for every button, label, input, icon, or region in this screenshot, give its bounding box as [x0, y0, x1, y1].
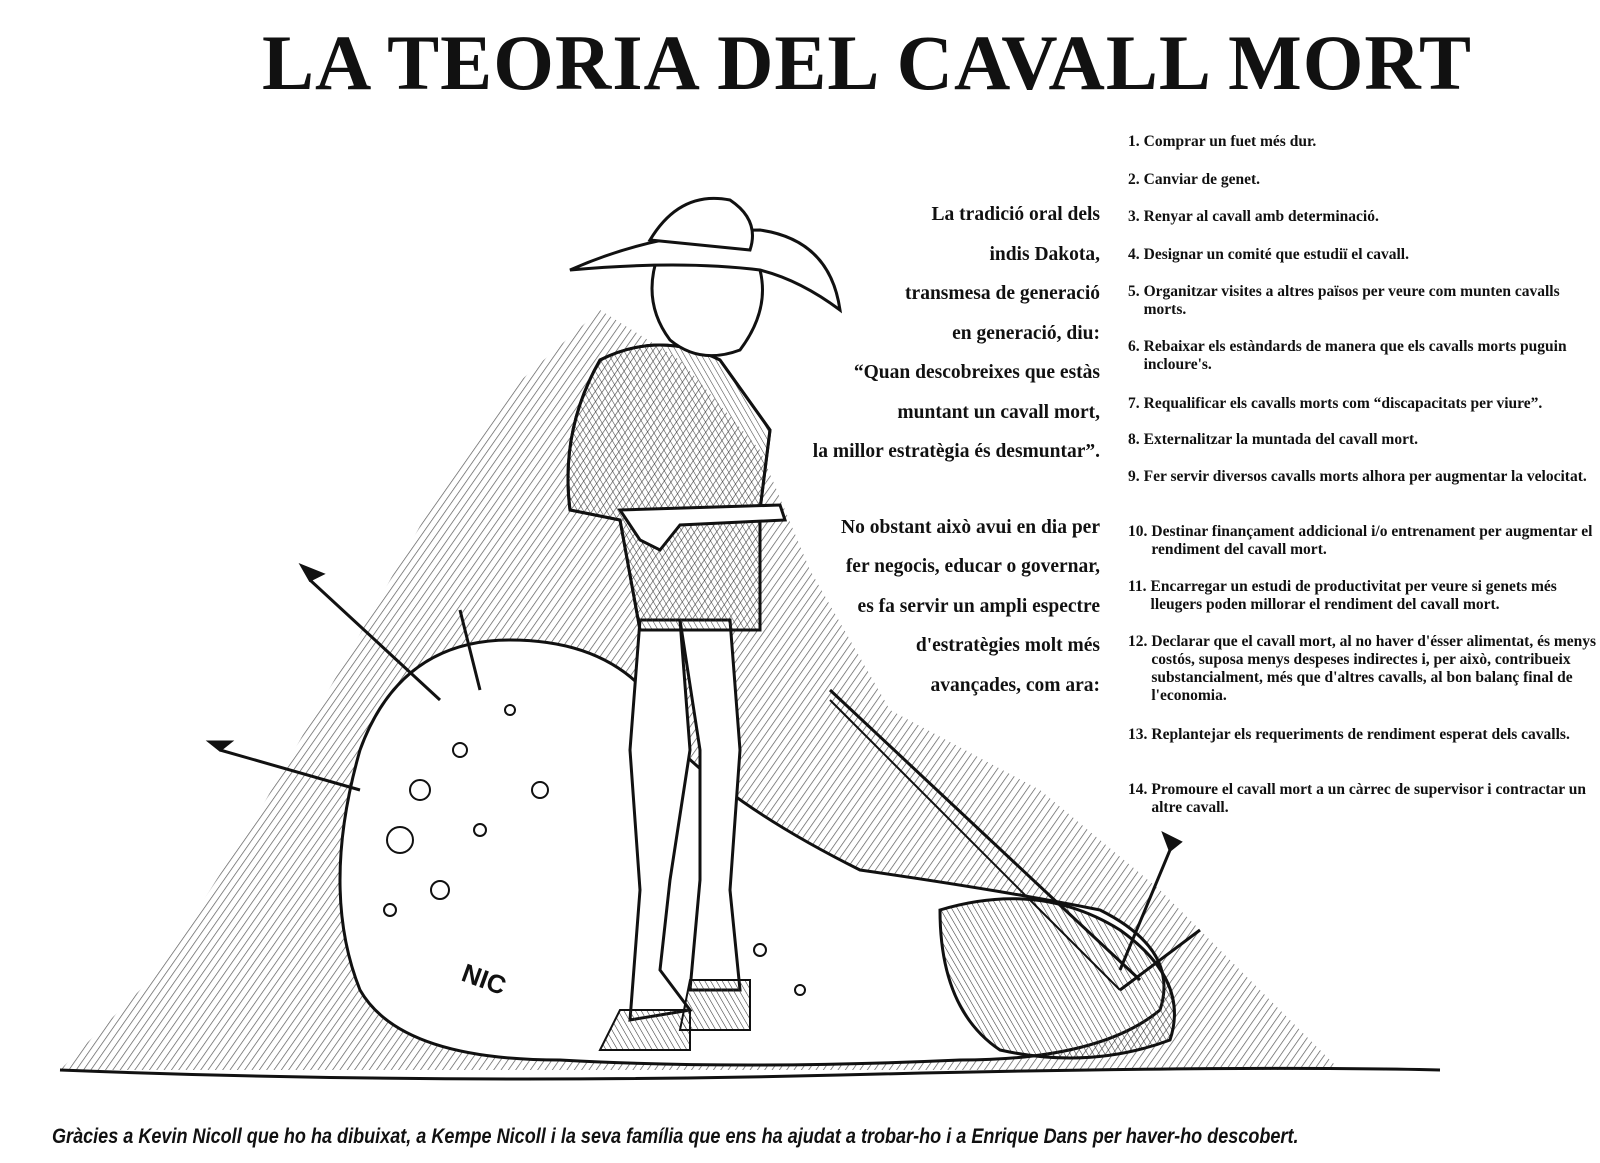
- list-item-text: Rebaixar els estàndards de manera que els cavalls morts puguin incloure's.: [1143, 338, 1567, 373]
- intro-line: “Quan descobreixes que estàs: [853, 362, 1100, 383]
- list-item-number: 9.: [1128, 468, 1140, 485]
- list-item: [1128, 781, 1598, 817]
- list-item-text: Encarregar un estudi de productivitat per veure si genets més lleugers poden millorar el rendiment del cavall mort.: [1150, 578, 1557, 613]
- list-item: [1128, 523, 1598, 559]
- intro-line: muntant un cavall mort,: [897, 401, 1100, 423]
- list-item-text: Destinar finançament addicional i/o entrenament per augmentar el rendiment del cavall mort.: [1151, 523, 1593, 558]
- page-title: LA TEORIA DEL CAVALL MORT: [262, 19, 1473, 106]
- list-item-number: 10.: [1128, 523, 1148, 540]
- list-item-text: Replantejar els requeriments de rendiment esperat dels cavalls.: [1151, 726, 1570, 743]
- credits-footer: Gràcies a Kevin Nicoll que ho ha dibuixat, a Kempe Nicoll i la seva família que ens ha ajudat a trobar-ho i a Enrique Dans per haver-ho descobert.: [52, 1125, 1299, 1148]
- list-item-text: Externalitzar la muntada del cavall mort.: [1143, 431, 1419, 448]
- list-item: [1128, 338, 1598, 374]
- list-item-text: Fer servir diversos cavalls morts alhora per augmentar la velocitat.: [1143, 468, 1587, 485]
- list-item-text: Renyar al cavall amb determinació.: [1143, 208, 1379, 225]
- list-item: [1128, 726, 1598, 744]
- intro-line: No obstant això avui en dia per: [841, 516, 1100, 538]
- list-item-number: 12.: [1128, 633, 1148, 650]
- intro-line: fer negocis, educar o governar,: [845, 556, 1100, 577]
- list-item-number: 4.: [1128, 246, 1140, 263]
- list-item-text: Promoure el cavall mort a un càrrec de supervisor i contractar un altre cavall.: [1151, 781, 1587, 816]
- list-item-number: 14.: [1128, 781, 1148, 798]
- list-item: [1128, 171, 1598, 189]
- list-item-text: Canviar de genet.: [1143, 171, 1261, 188]
- list-item-text: Organitzar visites a altres països per veure com munten cavalls morts.: [1143, 283, 1560, 318]
- list-item-number: 13.: [1128, 726, 1148, 743]
- list-item: [1128, 468, 1598, 486]
- intro-line: indis Dakota,: [989, 243, 1100, 265]
- list-item-number: 8.: [1128, 431, 1140, 448]
- intro-line: transmesa de generació: [905, 283, 1100, 304]
- list-item-number: 6.: [1128, 338, 1140, 355]
- intro-line: La tradició oral dels: [931, 204, 1100, 225]
- intro-line: d'estratègies molt més: [915, 635, 1100, 656]
- list-item: [1128, 246, 1598, 264]
- list-item: [1128, 283, 1598, 319]
- list-item-number: 5.: [1128, 283, 1140, 300]
- list-item-number: 1.: [1128, 133, 1140, 150]
- artist-signature: NIC: [457, 957, 511, 1001]
- list-item-text: Designar un comité que estudiï el cavall.: [1143, 246, 1409, 263]
- list-item-number: 3.: [1128, 208, 1140, 225]
- list-item: [1128, 633, 1598, 705]
- intro-line: en generació, diu:: [952, 322, 1100, 344]
- intro-line: la millor estratègia és desmuntar”.: [812, 441, 1100, 462]
- list-item: [1128, 578, 1598, 614]
- intro-text: [770, 195, 1100, 705]
- list-item: [1128, 208, 1598, 226]
- list-item: [1128, 395, 1598, 413]
- intro-line: es fa servir un ampli espectre: [857, 595, 1100, 617]
- list-item-text: Requalificar els cavalls morts com “discapacitats per viure”.: [1143, 395, 1543, 412]
- list-item-number: 11.: [1128, 578, 1147, 595]
- list-item-text: Comprar un fuet més dur.: [1143, 133, 1317, 150]
- list-item-number: 7.: [1128, 395, 1140, 412]
- list-item-number: 2.: [1128, 171, 1140, 188]
- list-item: [1128, 133, 1598, 151]
- intro-line: avançades, com ara:: [930, 674, 1100, 696]
- intro-spacer: [770, 472, 1100, 508]
- list-item: [1128, 431, 1598, 449]
- list-item-text: Declarar que el cavall mort, al no haver d'ésser alimentat, és menys costós, suposa menys despeses indirectes i, per això, contribueix substancialment, més que d'altres cavalls, al bon balanç final de l'economia.: [1151, 633, 1597, 704]
